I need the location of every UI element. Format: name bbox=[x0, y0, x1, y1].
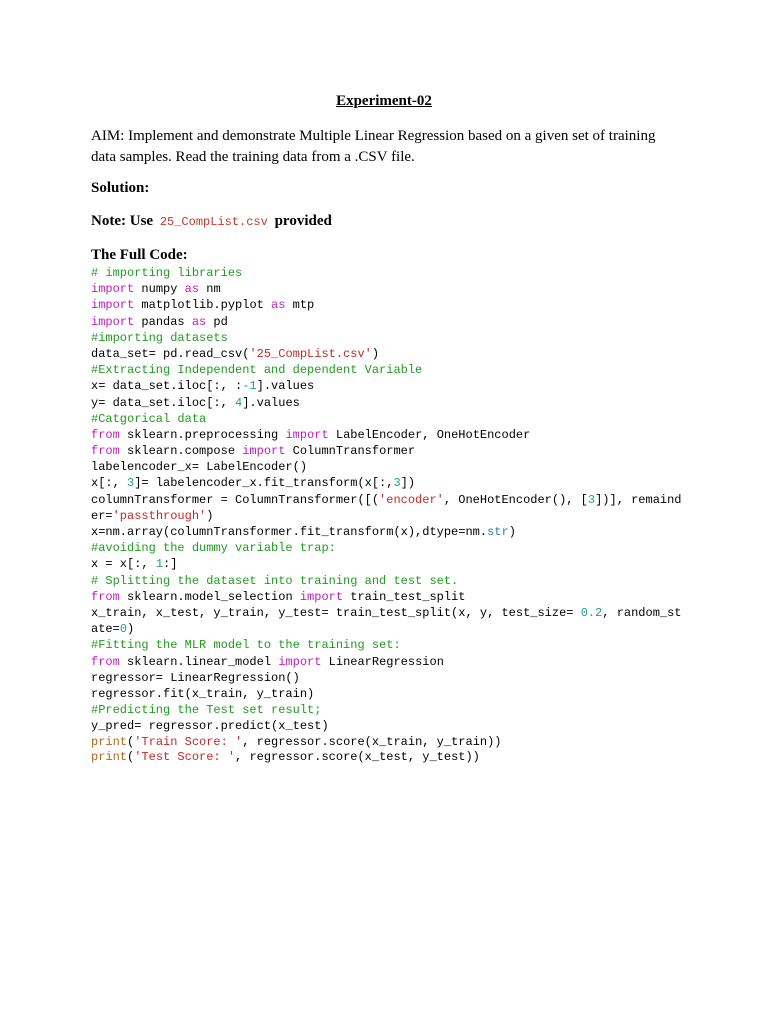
aim-paragraph: AIM: Implement and demonstrate Multiple Linear Regression based on a given set of training data samples. Read the training data from a .CSV file. bbox=[91, 128, 656, 165]
code-line: data_set= pd.read_csv('25_CompList.csv') bbox=[91, 346, 380, 361]
code-line: #Fitting the MLR model to the training set: bbox=[91, 638, 401, 653]
code-line: x[:, 3]= labelencoder_x.fit_transform(x[:,3]) bbox=[91, 476, 416, 491]
note-line bbox=[91, 213, 332, 230]
code-line: import matplotlib.pyplot as mtp bbox=[91, 298, 315, 313]
code-line: from sklearn.preprocessing import LabelEncoder, OneHotEncoder bbox=[91, 427, 531, 442]
code-line: #Catgorical data bbox=[91, 411, 207, 426]
solution-heading: Solution: bbox=[91, 180, 150, 196]
code-line: # Splitting the dataset into training and test set. bbox=[91, 573, 459, 588]
code-line: er='passthrough') bbox=[91, 508, 214, 523]
code-heading: The Full Code: bbox=[91, 247, 188, 263]
code-line: from sklearn.compose import ColumnTransformer bbox=[91, 444, 416, 459]
code-line: ate=0) bbox=[91, 622, 135, 637]
code-line: x= data_set.iloc[:, :-1].values bbox=[91, 379, 315, 394]
code-line: #Extracting Independent and dependent Variable bbox=[91, 363, 423, 378]
code-line: import pandas as pd bbox=[91, 314, 228, 329]
code-line: regressor= LinearRegression() bbox=[91, 670, 300, 685]
code-line: y_pred= regressor.predict(x_test) bbox=[91, 719, 329, 734]
code-line: from sklearn.model_selection import train_test_split bbox=[91, 589, 466, 604]
note-filename: 25_CompList.csv bbox=[159, 215, 268, 229]
code-line: columnTransformer = ColumnTransformer([('encoder', OneHotEncoder(), [3])], remaind bbox=[91, 492, 682, 507]
code-line: import numpy as nm bbox=[91, 282, 221, 297]
experiment-title: Experiment-02 bbox=[336, 93, 432, 109]
code-block bbox=[91, 265, 691, 765]
note-prefix: Note: Use bbox=[91, 213, 154, 229]
code-line: x = x[:, 1:] bbox=[91, 557, 178, 572]
code-line: regressor.fit(x_train, y_train) bbox=[91, 686, 315, 701]
code-line: y= data_set.iloc[:, 4].values bbox=[91, 395, 300, 410]
code-line: print('Train Score: ', regressor.score(x_train, y_train)) bbox=[91, 735, 502, 750]
code-line: labelencoder_x= LabelEncoder() bbox=[91, 460, 308, 475]
note-suffix: provided bbox=[274, 213, 332, 229]
code-line: #importing datasets bbox=[91, 330, 228, 345]
code-line: print('Test Score: ', regressor.score(x_test, y_test)) bbox=[91, 749, 480, 764]
code-line: #avoiding the dummy variable trap: bbox=[91, 541, 336, 556]
code-line: #Predicting the Test set result; bbox=[91, 703, 322, 718]
code-line: # importing libraries bbox=[91, 266, 243, 280]
code-line: x=nm.array(columnTransformer.fit_transform(x),dtype=nm.str) bbox=[91, 525, 516, 539]
code-line: x_train, x_test, y_train, y_test= train_test_split(x, y, test_size= 0.2, random_st bbox=[91, 605, 682, 620]
code-line: from sklearn.linear_model import LinearRegression bbox=[91, 654, 444, 669]
